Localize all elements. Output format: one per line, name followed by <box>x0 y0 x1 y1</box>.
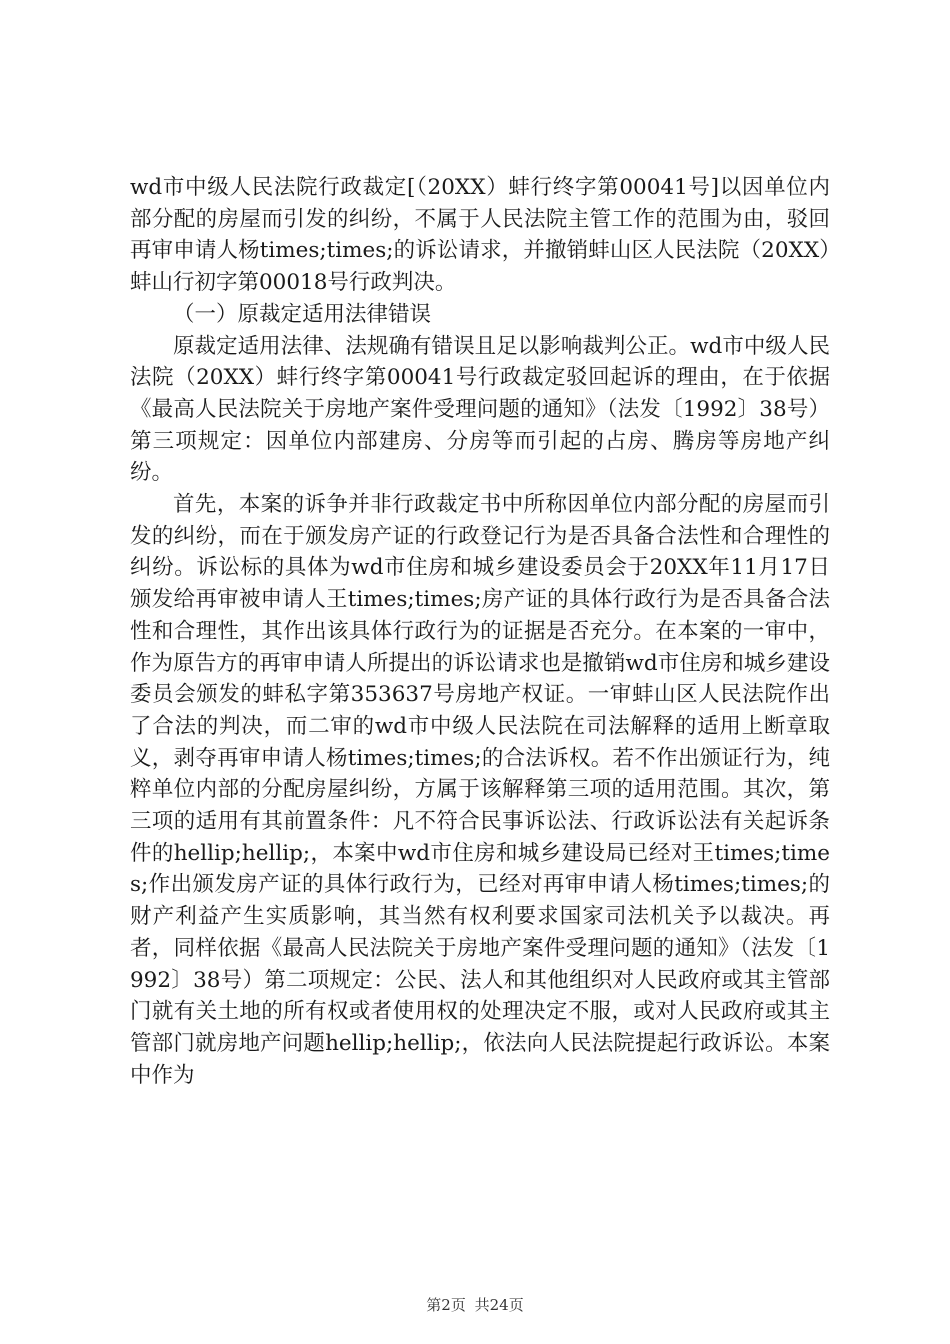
paragraph-3: 首先，本案的诉争并非行政裁定书中所称因单位内部分配的房屋而引发的纠纷，而在于颁发房产证的行政登记行为是否具备合法性和合理性的纠纷。诉讼标的具体为wd市住房和城乡建设委员会于20XX年11月17日颁发给再审被申请人王times;times;房产证的具体行政行为是否具备合法性和合理性，其作出该具体行政行为的证据是否充分。在本案的一审中，作为原告方的再审申请人所提出的诉讼请求也是撤销wd市住房和城乡建设委员会颁发的蚌私字第353637号房地产权证。一审蚌山区人民法院作出了合法的判决，而二审的wd市中级人民法院在司法解释的适用上断章取义，剥夺再审申请人杨times;times;的合法诉权。若不作出颁证行为，纯粹单位内部的分配房屋纠纷，方属于该解释第三项的适用范围。其次，第三项的适用有其前置条件：凡不符合民事诉讼法、行政诉讼法有关起诉条件的hellip;hellip;，本案中wd市住房和城乡建设局已经对王times;times;作出颁发房产证的具体行政行为，已经对再审申请人杨times;times;的财产利益产生实质影响，其当然有权利要求国家司法机关予以裁决。再者，同样依据《最高人民法院关于房地产案件受理问题的通知》（法发〔1992〕38号）第二项规定：公民、法人和其他组织对人民政府或其主管部门就有关土地的所有权或者使用权的处理决定不服，或对人民政府或其主管部门就房地产问题hellip;hellip;，依法向人民法院提起行政诉讼。本案中作为 <box>130 492 830 1088</box>
paragraph-2: 原裁定适用法律、法规确有错误且足以影响裁判公正。wd市中级人民法院（20XX）蚌行终字第00041号行政裁定驳回起诉的理由，在于依据《最高人民法院关于房地产案件受理问题的通知》（法发〔1992〕38号）第三项规定：因单位内部建房、分房等而引起的占房、腾房等房地产纠纷。 <box>130 333 830 486</box>
document-body <box>130 172 830 1091</box>
page-footer <box>0 1294 950 1315</box>
page-number: 第2页 <box>426 1296 466 1314</box>
section-heading: （一）原裁定适用法律错误 <box>173 301 432 327</box>
page-total: 共24页 <box>474 1296 524 1314</box>
paragraph-1: wd市中级人民法院行政裁定[（20XX）蚌行终字第00041号]以因单位内部分配的房屋而引发的纠纷，不属于人民法院主管工作的范围为由，驳回再审申请人杨times;times;的诉讼请求，并撤销蚌山区人民法院（20XX）蚌山行初字第00018号行政判决。 <box>130 175 830 296</box>
